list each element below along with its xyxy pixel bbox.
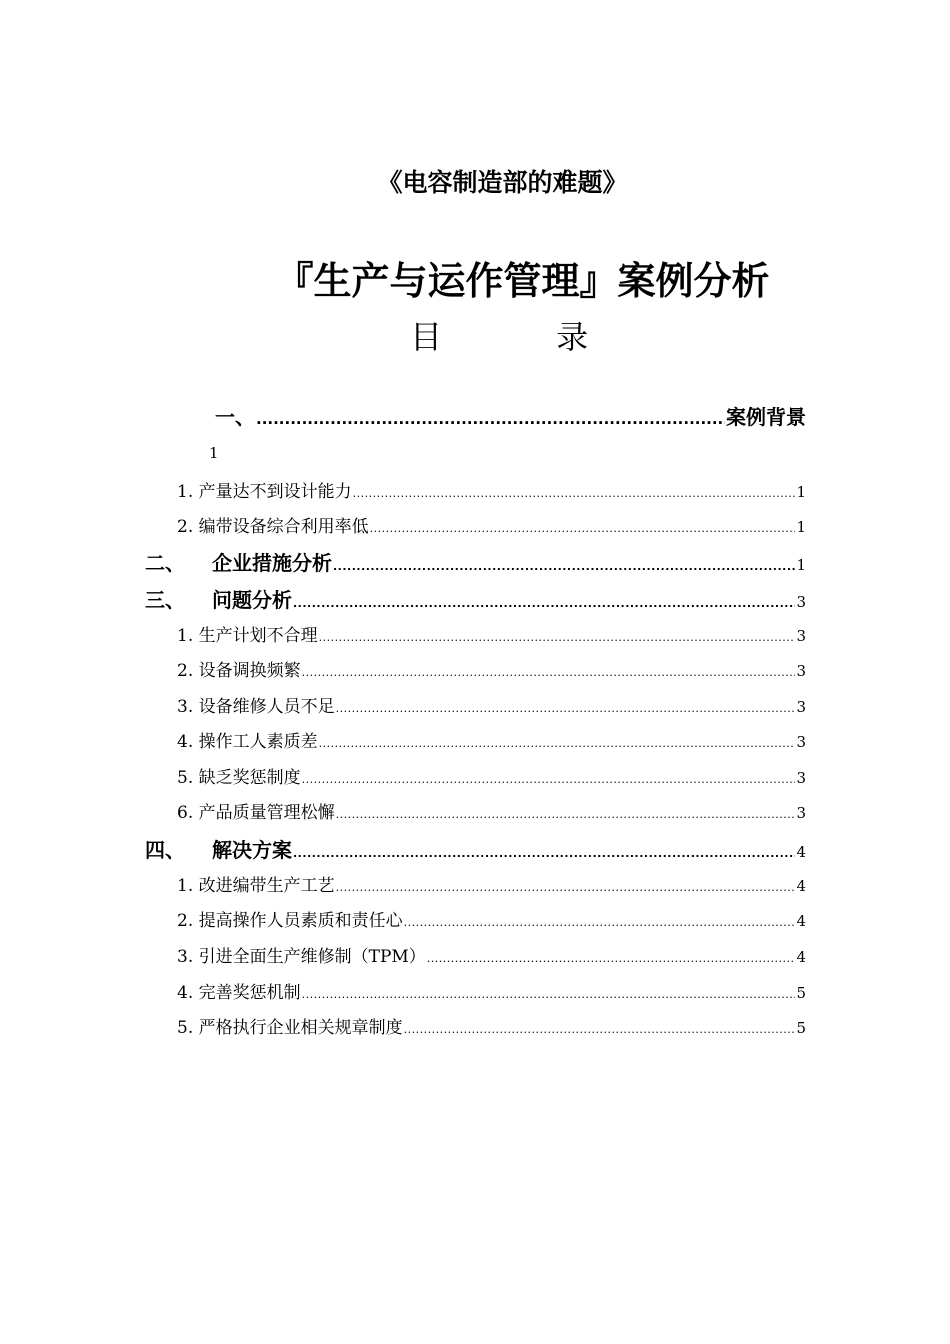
toc-entry[interactable] (177, 798, 806, 823)
toc-entry-label: 3. 引进全面生产维修制（TPM） (177, 947, 426, 967)
toc-entry-label: 2. 提高操作人员素质和责任心 (177, 911, 403, 931)
toc-entry-page: 3 (796, 733, 806, 751)
toc-entry[interactable] (177, 656, 806, 681)
toc-leader-dots (353, 487, 796, 500)
toc-entry-label: 1. 产量达不到设计能力 (177, 482, 352, 502)
toc-entry-page: 3 (796, 804, 806, 822)
toc-entry-page: 1 (796, 556, 806, 574)
toc-entry-page: 3 (796, 769, 806, 787)
toc-entry-number: 一、 (215, 405, 255, 429)
toc-entry[interactable] (145, 834, 806, 860)
toc-entry-page: 1 (209, 444, 219, 462)
toc-entry-label: 4. 操作工人素质差 (177, 732, 318, 752)
toc-entry[interactable] (145, 584, 806, 610)
toc-entry-label: 4. 完善奖惩机制 (177, 983, 301, 1003)
toc-entry[interactable] (177, 512, 806, 537)
toc-entry-page: 4 (796, 843, 806, 861)
toc-leader-dots (404, 916, 796, 929)
toc-entry[interactable] (177, 477, 806, 502)
toc-entry-case-background[interactable] (215, 401, 806, 430)
toc-leader-dots (404, 1023, 796, 1036)
toc-entry[interactable] (145, 547, 806, 573)
toc-leader-dots (293, 597, 795, 610)
toc-entry-label: 2. 编带设备综合利用率低 (177, 517, 369, 537)
toc-entry-label: 企业措施分析 (212, 551, 332, 575)
toc-entry-page: 5 (796, 984, 806, 1002)
toc-heading: 目 录 (410, 318, 641, 356)
toc-entry-label: 6. 产品质量管理松懈 (177, 803, 335, 823)
toc-entry[interactable] (177, 621, 806, 646)
toc-entry-label: 案例背景 (726, 405, 806, 429)
document-subtitle: 《电容制造部的难题》 (377, 168, 628, 197)
toc-entry-label: 1. 改进编带生产工艺 (177, 876, 335, 896)
toc-entry-page: 3 (796, 662, 806, 680)
toc-leader-dots (302, 773, 796, 786)
toc-entry-label: 3. 设备维修人员不足 (177, 697, 335, 717)
toc-entry[interactable] (177, 692, 806, 717)
toc-entry-label: 5. 缺乏奖惩制度 (177, 768, 301, 788)
toc-entry-label: 问题分析 (212, 588, 292, 612)
toc-entry-label: 解决方案 (212, 838, 292, 862)
toc-entry[interactable] (177, 942, 806, 967)
toc-leader-dots (370, 522, 796, 535)
toc-entry-page: 4 (796, 877, 806, 895)
toc-entry-page: 1 (796, 483, 806, 501)
toc-entry-number: 四、 (145, 838, 185, 862)
toc-entry-page: 1 (796, 518, 806, 536)
toc-leader-dots (336, 702, 796, 715)
toc-entry-page: 3 (796, 698, 806, 716)
toc-leader-dots (319, 737, 796, 750)
toc-leader-dots (319, 631, 796, 644)
toc-entry-page: 3 (796, 627, 806, 645)
toc-leader-dots (302, 988, 796, 1001)
toc-entry-page: 4 (796, 912, 806, 930)
toc-leader-dots (333, 560, 795, 573)
toc-entry[interactable] (177, 763, 806, 788)
document-title: 『生产与运作管理』案例分析 (275, 259, 770, 303)
toc-entry-number: 三、 (145, 588, 185, 612)
toc-entry-label: 2. 设备调换频繁 (177, 661, 301, 681)
toc-entry[interactable] (177, 871, 806, 896)
toc-entry[interactable] (177, 906, 806, 931)
toc-entry-page: 4 (796, 948, 806, 966)
toc-entry-page: 5 (796, 1019, 806, 1037)
toc-entry-label: 5. 严格执行企业相关规章制度 (177, 1018, 403, 1038)
toc-leader-dots (293, 847, 795, 860)
toc-leader-dots (256, 410, 725, 428)
toc-leader-dots (302, 666, 796, 679)
toc-leader-dots (427, 952, 796, 965)
toc-leader-dots (336, 808, 796, 821)
toc-leader-dots (336, 881, 796, 894)
toc-entry-label: 1. 生产计划不合理 (177, 626, 318, 646)
toc-entry-page: 3 (796, 593, 806, 611)
toc-entry-number: 二、 (145, 551, 185, 575)
toc-entry[interactable] (177, 1013, 806, 1038)
toc-entry[interactable] (177, 727, 806, 752)
toc-entry[interactable] (177, 978, 806, 1003)
